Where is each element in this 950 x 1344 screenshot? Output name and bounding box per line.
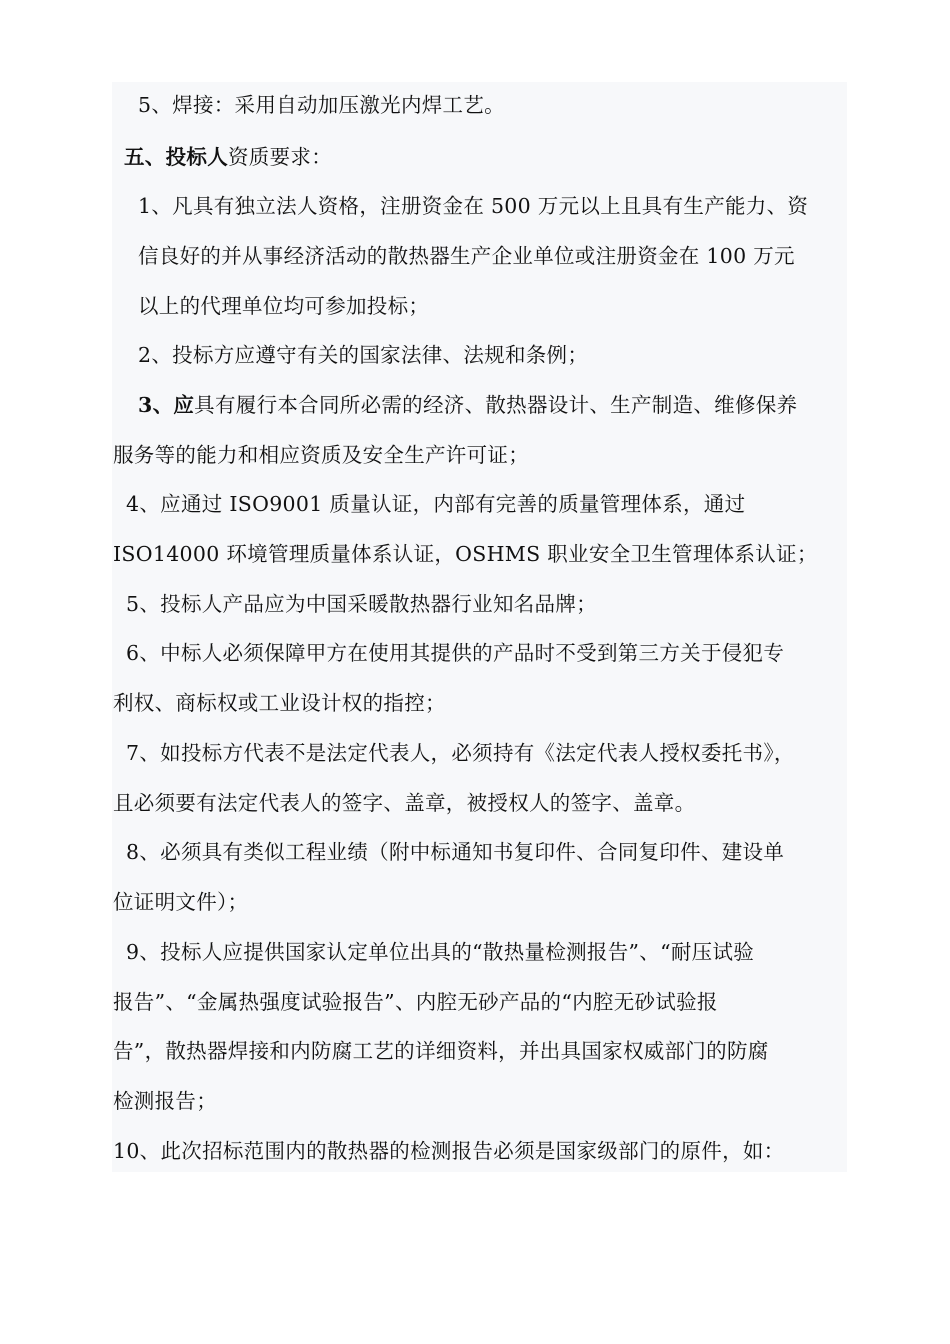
section-5-title: 五、投标人 xyxy=(124,145,228,169)
req-1-line-3: 以上的代理单位均可参加投标； xyxy=(138,294,430,318)
req-9-line-1: 9、投标人应提供国家认定单位出具的“散热量检测报告”、“耐压试验 xyxy=(126,940,755,964)
req-5: 5、投标人产品应为中国采暖散热器行业知名品牌； xyxy=(126,592,597,616)
req-4-line-2: ISO14000 环境管理质量体系认证，OSHMS 职业安全卫生管理体系认证； xyxy=(113,542,818,566)
req-2: 2、投标方应遵守有关的国家法律、法规和条例； xyxy=(138,343,589,367)
section-5-title-rest: 资质要求： xyxy=(228,145,332,169)
req-1-line-2: 信良好的并从事经济活动的散热器生产企业单位或注册资金在 100 万元 xyxy=(138,244,795,268)
req-4-line-1: 4、应通过 ISO9001 质量认证，内部有完善的质量管理体系，通过 xyxy=(126,492,746,516)
req-9-line-4: 检测报告； xyxy=(113,1089,217,1113)
req-9-line-2: 报告”、“金属热强度试验报告”、内腔无砂产品的“内腔无砂试验报 xyxy=(113,990,718,1014)
item-5-welding: 5、焊接：采用自动加压激光内焊工艺。 xyxy=(138,93,505,117)
req-3-rest: 具有履行本合同所必需的经济、散热器设计、生产制造、维修保养 xyxy=(194,393,798,417)
req-9-line-3: 告”，散热器焊接和内防腐工艺的详细资料，并出具国家权威部门的防腐 xyxy=(113,1039,769,1063)
req-6-line-1: 6、中标人必须保障甲方在使用其提供的产品时不受到第三方关于侵犯专 xyxy=(126,641,785,665)
req-8-line-1: 8、必须具有类似工程业绩（附中标通知书复印件、合同复印件、建设单 xyxy=(126,840,785,864)
req-7-line-1: 7、如投标方代表不是法定代表人，必须持有《法定代表人授权委托书》， xyxy=(126,741,795,765)
req-8-line-2: 位证明文件）； xyxy=(113,890,249,914)
req-3-lead: 3、应 xyxy=(138,393,195,417)
section-5-heading xyxy=(124,147,332,168)
req-6-line-2: 利权、商标权或工业设计权的指控； xyxy=(113,691,446,715)
req-1-line-1: 1、凡具有独立法人资格，注册资金在 500 万元以上且具有生产能力、资 xyxy=(138,194,809,218)
req-7-line-2: 且必须要有法定代表人的签字、盖章，被授权人的签字、盖章。 xyxy=(113,791,696,815)
req-3-line-1 xyxy=(138,395,797,416)
req-3-line-2: 服务等的能力和相应资质及安全生产许可证； xyxy=(113,443,529,467)
req-10: 10、此次招标范围内的散热器的检测报告必须是国家级部门的原件，如： xyxy=(113,1139,785,1163)
